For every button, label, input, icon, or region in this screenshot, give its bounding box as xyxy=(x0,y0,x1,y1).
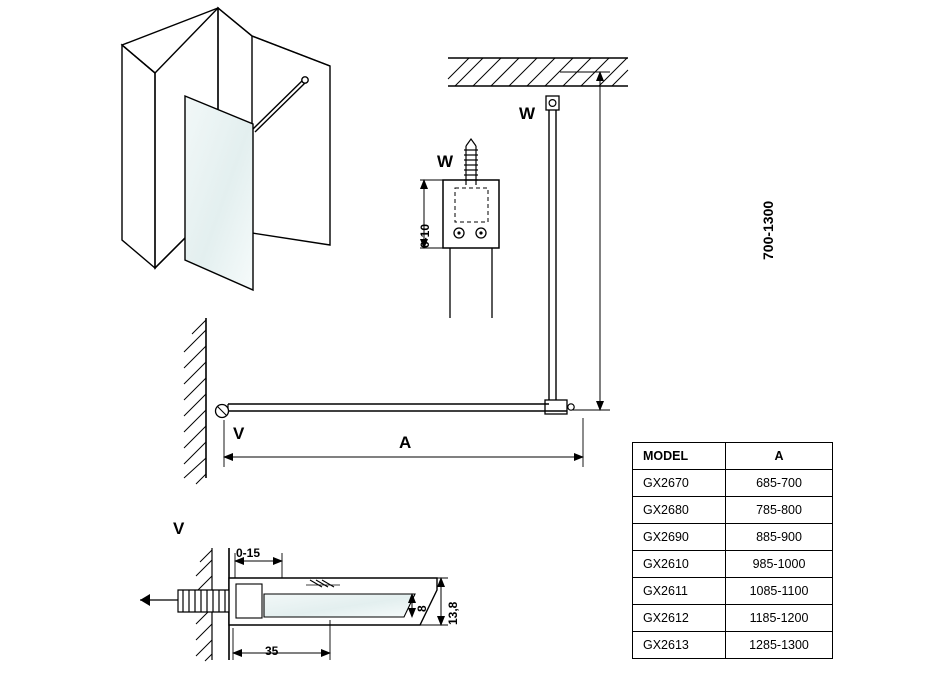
dimension-0-15: 0-15 xyxy=(236,546,261,560)
section-v-view xyxy=(140,548,448,661)
label-v-section: V xyxy=(173,519,185,538)
cell-a: 1085-1100 xyxy=(726,578,833,605)
isometric-support-bar xyxy=(253,77,308,132)
table-row xyxy=(633,578,833,605)
dimension-8: 8 xyxy=(415,605,429,612)
cell-model: GX2610 xyxy=(633,551,726,578)
dimension-13-8: 13,8 xyxy=(446,601,460,625)
cell-model: GX2680 xyxy=(633,497,726,524)
cell-a: 985-1000 xyxy=(726,551,833,578)
model-dimension-table xyxy=(632,442,833,659)
cell-model: GX2612 xyxy=(633,605,726,632)
table-header-a: A xyxy=(726,443,833,470)
cell-model: GX2690 xyxy=(633,524,726,551)
table-header-row xyxy=(633,443,833,470)
dimension-height-range: 700-1300 xyxy=(760,200,776,260)
cell-model: GX2611 xyxy=(633,578,726,605)
cell-a: 785-800 xyxy=(726,497,833,524)
label-w-top: W xyxy=(519,104,536,123)
label-w-detail: W xyxy=(437,152,454,171)
isometric-glass-panel xyxy=(185,96,253,290)
table-row xyxy=(633,524,833,551)
table-row xyxy=(633,632,833,659)
table-row xyxy=(633,470,833,497)
cell-a: 1185-1200 xyxy=(726,605,833,632)
table-row xyxy=(633,497,833,524)
cell-a: 685-700 xyxy=(726,470,833,497)
dimension-0-10: 0-10 xyxy=(418,223,432,248)
table-row xyxy=(633,605,833,632)
table-row xyxy=(633,551,833,578)
cell-model: GX2613 xyxy=(633,632,726,659)
cell-model: GX2670 xyxy=(633,470,726,497)
dimension-a: A xyxy=(399,433,412,452)
cell-a: 1285-1300 xyxy=(726,632,833,659)
label-v-plan: V xyxy=(233,424,245,443)
dimension-35: 35 xyxy=(265,644,279,658)
table-header-model: MODEL xyxy=(633,443,726,470)
cell-a: 885-900 xyxy=(726,524,833,551)
